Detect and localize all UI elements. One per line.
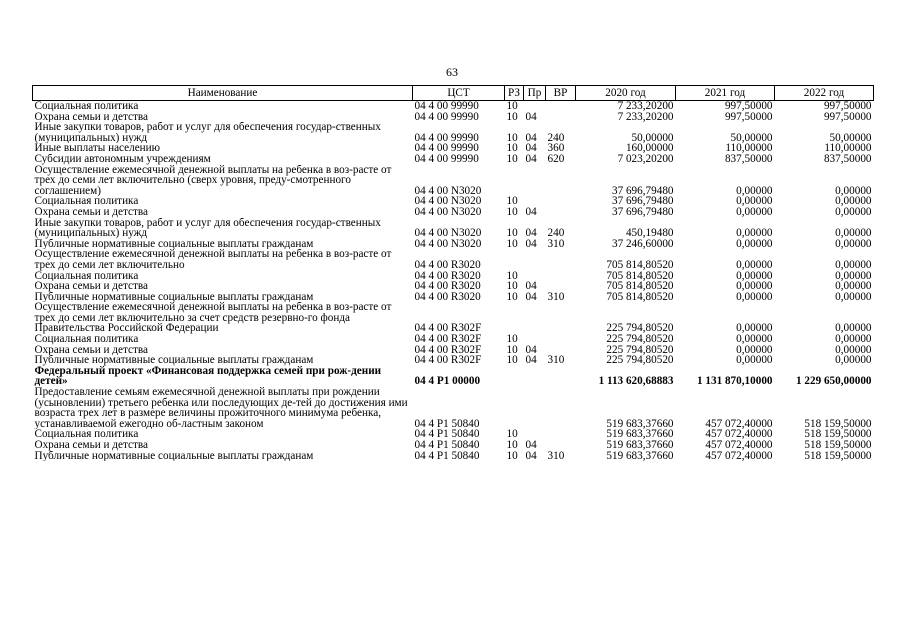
header-2020: 2020 год [576,86,676,101]
row-name: Публичные нормативные социальные выплаты гражданам [34,291,314,303]
table-row [33,218,874,239]
row-value-2022: 0,00000 [835,227,872,239]
row-name: Иные выплаты населению [34,143,160,154]
row-value-2020: 37 696,79480 [611,206,674,218]
row-value-2021: 0,00000 [736,344,773,356]
row-name: Социальная политика [34,270,139,282]
row-pr [524,302,546,334]
table-row [33,292,874,303]
row-name: Публичные нормативные социальные выплаты гражданам [34,238,314,250]
row-vr [546,249,576,270]
row-rz: 10 [506,440,518,451]
row-pr: 04 [525,450,537,462]
table-row [33,334,874,345]
row-rz [505,165,524,197]
header-2022: 2022 год [775,86,874,101]
row-value-2021: 0,00000 [736,258,773,271]
row-value-2020: 160,00000 [625,143,674,154]
row-value-2021: 110,00000 [725,143,773,154]
row-value-2021: 457 072,40000 [705,440,773,451]
row-vr [546,281,576,292]
row-value-2022: 0,00000 [835,355,872,366]
row-value-2022: 518 159,50000 [804,450,872,462]
row-value-2022: 0,00000 [835,334,872,345]
row-value-2021: 0,00000 [736,355,773,366]
row-pr: 04 [525,440,537,451]
row-vr [546,429,576,440]
row-value-2022: 1 229 650,00000 [795,375,872,388]
row-vr [546,101,576,112]
row-value-2022: 997,50000 [823,111,872,123]
row-vr [546,112,576,123]
row-rz: 10 [506,111,518,123]
row-pr [524,101,546,112]
row-value-2021: 0,00000 [736,334,773,345]
row-value-2021: 0,00000 [736,322,773,335]
row-cst: 04 4 00 R302F [414,334,482,345]
header-cst: ЦСТ [413,86,505,101]
row-value-2020: 450,19480 [625,227,674,239]
header-name: Наименование [33,86,413,101]
row-rz: 10 [506,206,518,218]
row-value-2022: 518 159,50000 [804,429,872,440]
row-pr [524,334,546,345]
row-vr [546,165,576,197]
row-vr: 240 [547,131,565,144]
table-row [33,345,874,356]
row-pr [524,249,546,270]
row-rz: 10 [506,143,518,154]
row-vr [546,345,576,356]
row-value-2021: 997,50000 [724,111,773,123]
row-value-2020: 519 683,37660 [606,450,674,462]
row-vr [546,302,576,334]
row-pr [524,429,546,440]
table-row [33,207,874,218]
row-pr: 04 [525,206,537,218]
row-value-2021: 1 131 870,10000 [696,375,773,388]
row-value-2021: 0,00000 [736,196,773,207]
table-row [33,249,874,270]
row-cst: 04 4 P1 50840 [414,450,480,462]
row-pr: 04 [525,227,537,239]
row-rz [505,387,524,429]
row-value-2022: 0,00000 [835,206,872,218]
row-pr: 04 [525,131,537,144]
table-row [33,196,874,207]
row-rz: 10 [506,450,518,462]
row-value-2020: 7 023,20200 [617,153,674,165]
row-rz: 10 [506,270,518,282]
row-cst: 04 4 00 N3020 [414,184,482,197]
row-vr [546,366,576,387]
row-value-2020: 37 246,60000 [611,238,674,250]
table-row [33,440,874,451]
row-vr [546,271,576,282]
budget-table [32,85,874,461]
row-name: Субсидии автономным учреждениям [34,153,211,165]
row-value-2021: 837,50000 [724,153,773,165]
row-value-2021: 0,00000 [736,184,773,197]
row-pr [524,366,546,387]
row-vr: 310 [547,450,565,462]
row-cst: 04 4 00 R302F [414,322,482,335]
row-rz: 10 [506,334,518,345]
row-cst: 04 4 P1 00000 [414,375,481,388]
row-pr: 04 [525,281,537,292]
row-rz [505,366,524,387]
row-name: Предоставление семьям ежемесячной денежной выплаты при рождении (усыновлении) третьего ребенка или последующих де-тей до достижения ими возраста трех лет в размере величины прожиточного минимума ребенка, устанавливаемой ежегодно об-ластным законом [34,387,408,430]
row-value-2020: 705 814,80520 [606,291,674,303]
row-value-2022: 110,00000 [824,143,872,154]
row-value-2020: 37 696,79480 [611,196,674,207]
row-cst: 04 4 00 R302F [414,344,482,356]
row-value-2022: 518 159,50000 [804,417,872,430]
row-vr: 620 [547,153,565,165]
row-pr [524,271,546,282]
table-row [33,387,874,429]
row-name: Охрана семьи и детства [34,440,148,451]
table-row [33,239,874,250]
row-value-2022: 0,00000 [835,322,872,335]
row-value-2022: 0,00000 [835,344,872,356]
row-value-2020: 7 233,20200 [617,100,674,112]
table-row [33,355,874,366]
row-name: Иные закупки товаров, работ и услуг для обеспечения государ-ственных (муниципальных) нужд [34,122,381,144]
row-value-2021: 50,00000 [730,131,773,144]
row-value-2020: 225 794,80520 [606,344,674,356]
row-cst: 04 4 00 99990 [414,131,479,144]
row-rz: 10 [506,429,518,440]
row-cst: 04 4 00 99990 [414,100,479,112]
row-value-2021: 0,00000 [736,227,773,239]
row-rz: 10 [506,238,518,250]
row-rz: 10 [506,281,518,292]
row-value-2020: 519 683,37660 [606,429,674,440]
table-row [33,143,874,154]
table-row [33,154,874,165]
row-cst: 04 4 00 99990 [414,111,479,123]
row-cst: 04 4 P1 50840 [414,429,480,440]
row-value-2020: 1 113 620,68883 [598,375,674,388]
row-value-2021: 457 072,40000 [705,429,773,440]
table-row [33,302,874,334]
row-value-2021: 0,00000 [736,206,773,218]
row-rz: 10 [506,355,518,366]
row-pr: 04 [525,344,537,356]
row-value-2020: 705 814,80520 [606,270,674,282]
row-value-2020: 705 814,80520 [606,281,674,292]
row-pr: 04 [525,153,537,165]
table-row [33,271,874,282]
row-vr [546,207,576,218]
row-value-2020: 225 794,80520 [606,355,674,366]
row-cst: 04 4 00 R302F [414,355,482,366]
row-name: Федеральный проект «Финансовая поддержка семей при рож-дении детей» [34,365,382,388]
row-value-2022: 0,00000 [835,270,872,282]
row-value-2021: 0,00000 [736,270,773,282]
row-value-2020: 519 683,37660 [606,440,674,451]
table-row [33,165,874,197]
row-vr: 310 [547,238,565,250]
row-value-2022: 0,00000 [835,281,872,292]
row-vr: 310 [547,291,565,303]
row-value-2020: 225 794,80520 [606,334,674,345]
row-name: Иные закупки товаров, работ и услуг для обеспечения государ-ственных (муниципальных) нужд [34,217,381,239]
row-name: Охрана семьи и детства [34,281,148,292]
row-rz: 10 [506,227,518,239]
row-rz: 10 [506,291,518,303]
table-row [33,451,874,462]
row-value-2021: 457 072,40000 [705,450,773,462]
row-rz: 10 [506,196,518,207]
row-pr [524,165,546,197]
row-vr [546,440,576,451]
table-body [33,101,874,462]
row-pr: 04 [525,355,537,366]
row-pr: 04 [525,238,537,250]
row-vr: 360 [547,143,565,154]
row-value-2020: 7 233,20200 [617,111,674,123]
row-name: Осуществление ежемесячной денежной выплаты на ребенка в воз-расте от трех до семи лет включительно (сверх уровня, преду-смотренного соглашением) [34,164,392,197]
row-cst: 04 4 00 N3020 [414,227,482,239]
row-cst: 04 4 00 99990 [414,153,479,165]
row-cst: 04 4 00 R3020 [414,270,481,282]
row-value-2022: 0,00000 [835,258,872,271]
table-header-row [33,86,874,101]
row-value-2020: 519 683,37660 [606,417,674,430]
row-rz: 10 [506,344,518,356]
row-value-2021: 0,00000 [736,281,773,292]
row-value-2022: 0,00000 [835,184,872,197]
row-value-2020: 225 794,80520 [606,322,674,335]
table-row [33,429,874,440]
row-vr: 310 [547,355,565,366]
row-value-2022: 0,00000 [835,238,872,250]
header-pr: Пр [524,86,546,101]
row-cst: 04 4 00 N3020 [414,238,482,250]
row-name: Социальная политика [34,100,139,112]
row-value-2020: 50,00000 [631,131,674,144]
row-name: Охрана семьи и детства [34,206,148,218]
header-vr: ВР [546,86,576,101]
row-name: Публичные нормативные социальные выплаты гражданам [34,355,314,366]
row-name: Социальная политика [34,334,139,345]
table-row [33,366,874,387]
row-value-2021: 457 072,40000 [705,417,773,430]
row-pr [524,196,546,207]
row-cst: 04 4 00 99990 [414,143,479,154]
row-cst: 04 4 P1 50840 [414,440,480,451]
row-vr [546,334,576,345]
row-name: Охрана семьи и детства [34,111,148,123]
page-number: 63 [446,65,458,79]
row-value-2020: 705 814,80520 [606,258,674,271]
row-name: Социальная политика [34,429,139,440]
row-pr [524,387,546,429]
row-value-2022: 0,00000 [835,196,872,207]
row-pr: 04 [525,291,537,303]
row-cst: 04 4 00 N3020 [414,206,482,218]
row-pr: 04 [525,143,537,154]
row-vr [546,387,576,429]
row-pr: 04 [525,111,537,123]
row-vr [546,196,576,207]
row-cst: 04 4 00 R3020 [414,291,481,303]
row-value-2022: 518 159,50000 [804,440,872,451]
row-rz: 10 [506,131,518,144]
row-value-2021: 0,00000 [736,238,773,250]
row-name: Социальная политика [34,196,139,207]
row-name: Охрана семьи и детства [34,344,148,356]
row-value-2022: 0,00000 [835,291,872,303]
row-rz: 10 [506,100,518,112]
row-rz: 10 [506,153,518,165]
table-row [33,122,874,143]
row-value-2020: 37 696,79480 [611,184,674,197]
row-name: Осуществление ежемесячной денежной выплаты на ребенка в воз-расте от трех до семи лет включительно [34,249,392,271]
row-value-2021: 0,00000 [736,291,773,303]
row-cst: 04 4 P1 50840 [414,417,480,430]
table-row [33,101,874,112]
row-rz [505,302,524,334]
header-rz: РЗ [505,86,524,101]
table-row [33,281,874,292]
row-rz [505,249,524,270]
row-value-2021: 997,50000 [724,100,773,112]
row-cst: 04 4 00 R3020 [414,258,481,271]
table-row [33,112,874,123]
row-cst: 04 4 00 R3020 [414,281,481,292]
row-name: Осуществление ежемесячной денежной выплаты на ребенка в воз-расте от трех до семи лет включительно за счет средств резервно-го фонда Правительства Российской Федерации [34,302,392,335]
row-vr: 240 [547,227,565,239]
header-2021: 2021 год [676,86,775,101]
row-value-2022: 50,00000 [829,131,872,144]
row-cst: 04 4 00 N3020 [414,196,482,207]
row-name: Публичные нормативные социальные выплаты гражданам [34,450,314,462]
row-value-2022: 837,50000 [823,153,872,165]
row-value-2022: 997,50000 [823,100,872,112]
